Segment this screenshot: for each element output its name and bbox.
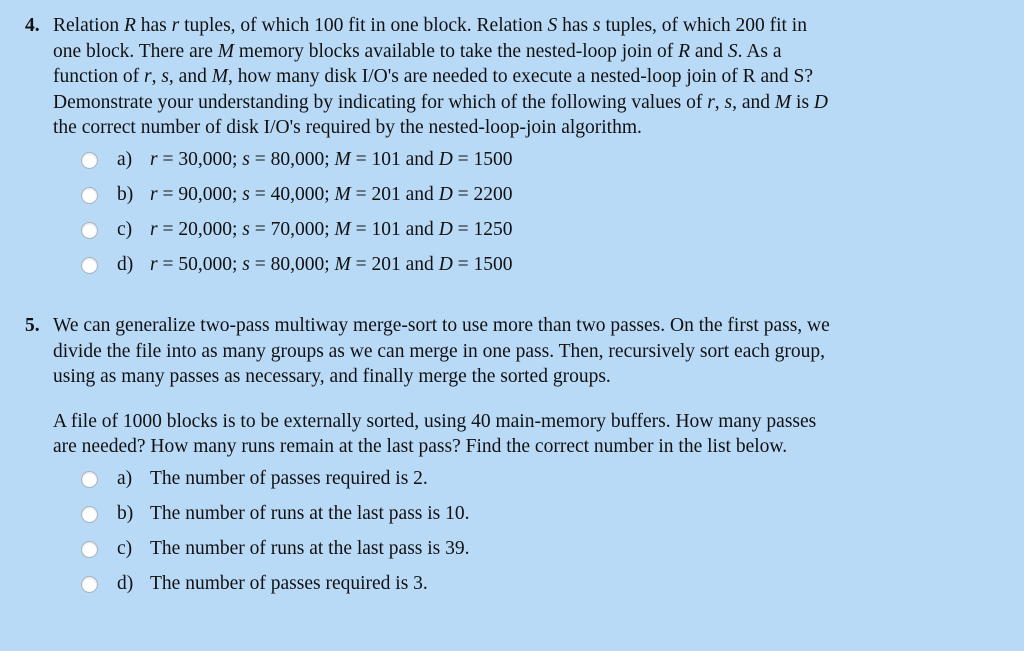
text-run: function of — [53, 66, 144, 87]
text-run: using as many passes as necessary, and finally merge the sorted groups. — [53, 366, 611, 387]
text-run: = 1500 — [452, 254, 513, 275]
text-line — [53, 64, 993, 90]
math-variable: r — [143, 66, 152, 87]
option-letter: a) — [117, 149, 133, 170]
text-run: = 1500 — [452, 149, 513, 170]
math-variable: s — [242, 254, 250, 275]
text-run: We can generalize two-pass multiway merge-sort to use more than two passes. On the first pass, we — [53, 315, 830, 336]
radio-button[interactable] — [81, 152, 98, 169]
math-variable: S — [547, 15, 558, 36]
text-run: and — [690, 40, 728, 62]
radio-button[interactable] — [81, 576, 98, 593]
text-line — [53, 13, 993, 39]
question-5-number: 5. — [25, 315, 40, 336]
text-run: = 101 and — [350, 219, 439, 240]
math-variable: r — [150, 184, 158, 205]
math-variable: M — [217, 40, 235, 62]
math-variable: r — [150, 149, 158, 170]
math-variable: M — [334, 219, 351, 240]
math-variable: s — [161, 66, 169, 87]
math-variable: M — [334, 254, 351, 275]
text-run: The number of runs at the last pass is 10. — [150, 503, 470, 524]
text-run: Relation — [53, 15, 124, 36]
radio-button[interactable] — [81, 506, 98, 523]
text-run: memory blocks available to take the nested-loop join of — [234, 40, 679, 62]
text-run: are needed? How many runs remain at the last pass? Find the correct number in the list below. — [53, 436, 788, 457]
option-text — [150, 149, 513, 171]
math-variable: M — [774, 91, 792, 113]
answer-option-4-c[interactable] — [81, 213, 1024, 248]
question-5-body-2 — [53, 409, 993, 460]
option-letter: d) — [117, 573, 134, 594]
math-variable: R — [678, 40, 690, 62]
text-line — [53, 409, 993, 435]
answer-option-5-b[interactable] — [81, 497, 1024, 532]
text-line — [53, 364, 993, 390]
text-run: tuples, of which 100 fit in one block. Relation — [179, 15, 548, 36]
math-variable: D — [438, 184, 453, 205]
text-run: , — [151, 66, 162, 87]
question-5 — [0, 313, 1024, 602]
text-run: . As a — [737, 40, 782, 62]
text-run: = 1250 — [452, 219, 513, 240]
math-variable: D — [438, 219, 453, 240]
option-letter: c) — [117, 538, 133, 559]
answer-option-4-d[interactable] — [81, 248, 1024, 283]
text-run: = 70,000; — [249, 219, 335, 240]
option-text — [150, 254, 513, 276]
answer-option-5-c[interactable] — [81, 532, 1024, 567]
option-text — [150, 184, 513, 206]
option-letter: a) — [117, 468, 133, 489]
math-variable: R — [123, 15, 136, 36]
answer-option-5-a[interactable] — [81, 462, 1024, 497]
text-run: = 201 and — [350, 254, 439, 275]
radio-button[interactable] — [81, 222, 98, 239]
text-line — [53, 115, 993, 141]
question-4-body — [53, 13, 993, 141]
option-text — [150, 573, 428, 595]
math-variable: D — [813, 91, 829, 113]
math-variable: M — [211, 66, 228, 87]
text-run: = 30,000; — [157, 149, 243, 170]
question-5-options — [81, 462, 1024, 602]
option-letter: c) — [117, 219, 133, 240]
math-variable: M — [334, 184, 351, 205]
option-text — [150, 538, 470, 560]
option-letter: b) — [117, 503, 134, 524]
text-run: , and — [732, 91, 775, 113]
text-run: = 80,000; — [249, 254, 335, 275]
option-letter: b) — [117, 184, 134, 205]
text-line — [53, 339, 993, 365]
option-text — [150, 468, 428, 490]
text-run: = 40,000; — [249, 184, 335, 205]
question-5-text — [25, 313, 993, 460]
text-run: divide the file into as many groups as we can merge in one pass. Then, recursively sort each group, — [53, 340, 826, 362]
text-run: = 2200 — [452, 184, 513, 205]
text-run: , — [714, 91, 725, 113]
radio-button[interactable] — [81, 187, 98, 204]
text-line — [53, 39, 993, 65]
math-variable: s — [724, 91, 733, 113]
radio-button[interactable] — [81, 257, 98, 274]
math-variable: s — [242, 219, 250, 240]
text-run: The number of passes required is 2. — [150, 468, 428, 489]
math-variable: M — [334, 149, 351, 170]
radio-button[interactable] — [81, 471, 98, 488]
math-variable: r — [707, 91, 715, 113]
question-4 — [0, 13, 1024, 283]
math-variable: s — [242, 149, 250, 170]
text-run: has — [135, 15, 172, 36]
answer-option-5-d[interactable] — [81, 567, 1024, 602]
option-letter: d) — [117, 254, 134, 275]
text-run: one block. There are — [53, 40, 218, 62]
text-line — [53, 90, 993, 116]
math-variable: s — [593, 15, 601, 36]
question-5-body — [53, 313, 993, 390]
math-variable: r — [150, 219, 158, 240]
text-run: = 101 and — [350, 149, 439, 170]
answer-option-4-a[interactable] — [81, 143, 1024, 178]
text-line — [53, 434, 993, 460]
text-run: = 90,000; — [157, 184, 243, 205]
question-4-number: 4. — [25, 15, 40, 36]
text-run: = 80,000; — [249, 149, 335, 170]
radio-button[interactable] — [81, 541, 98, 558]
math-variable: S — [727, 40, 738, 62]
text-run: , how many disk I/O's are needed to execute a nested-loop join of R and S? — [227, 66, 814, 87]
math-variable: r — [150, 254, 158, 275]
math-variable: r — [171, 15, 180, 36]
answer-option-4-b[interactable] — [81, 178, 1024, 213]
text-run: Demonstrate your understanding by indicating for which of the following values of — [53, 91, 708, 113]
text-run: the correct number of disk I/O's required by the nested-loop-join algorithm. — [53, 117, 642, 138]
text-run: , and — [168, 66, 212, 87]
text-run: = 20,000; — [157, 219, 243, 240]
text-run: tuples, of which 200 fit in — [600, 15, 807, 36]
text-run: = 201 and — [350, 184, 439, 205]
text-run: The number of runs at the last pass is 39. — [150, 538, 470, 559]
text-run: has — [557, 15, 593, 36]
option-text — [150, 219, 513, 241]
question-4-text — [25, 13, 993, 141]
option-text — [150, 503, 470, 525]
text-line — [53, 313, 993, 339]
math-variable: s — [242, 184, 250, 205]
text-run: The number of passes required is 3. — [150, 573, 428, 594]
math-variable: D — [438, 149, 453, 170]
text-run: A file of 1000 blocks is to be externally sorted, using 40 main-memory buffers. How many passes — [53, 410, 817, 432]
math-variable: D — [438, 254, 453, 275]
question-4-options — [81, 143, 1024, 283]
text-run: is — [791, 91, 814, 113]
text-run: = 50,000; — [157, 254, 243, 275]
